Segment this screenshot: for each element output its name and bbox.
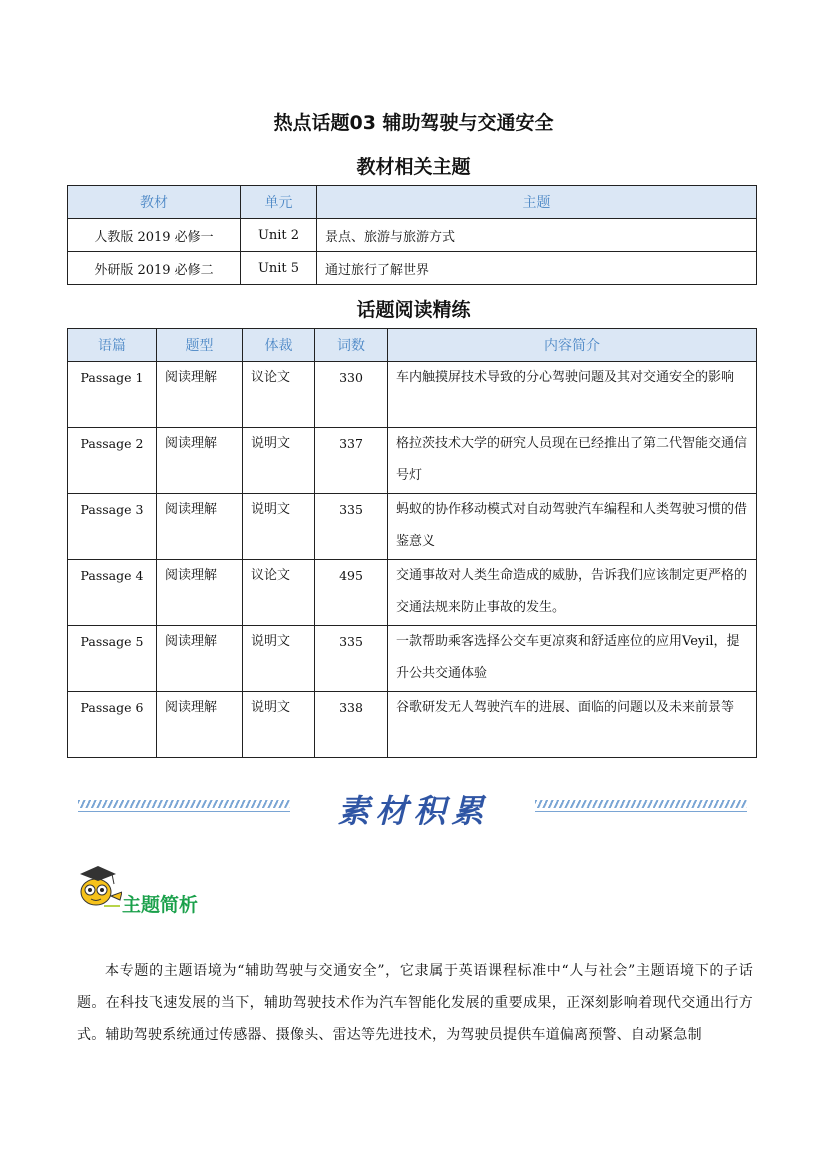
- table-cell: 337: [315, 428, 388, 494]
- reading-section-title: 话题阅读精练: [356, 299, 471, 321]
- section-heading: 主题简析: [122, 894, 199, 916]
- header-cell: 题型: [157, 329, 243, 362]
- table-cell: 外研版 2019 必修二: [68, 252, 241, 285]
- table-cell: 蚂蚁的协作移动模式对自动驾驶汽车编程和人类驾驶习惯的借鉴意义: [388, 494, 757, 560]
- table-cell: Passage 1: [68, 362, 157, 428]
- table-row: [68, 692, 757, 758]
- table-cell: Unit 2: [241, 219, 317, 252]
- topic-analysis-heading: [74, 862, 274, 916]
- table-row: [68, 219, 757, 252]
- table-cell: 阅读理解: [157, 362, 243, 428]
- table-cell: 330: [315, 362, 388, 428]
- table-row: [68, 362, 757, 428]
- table-cell: 阅读理解: [157, 692, 243, 758]
- table-cell: 一款帮助乘客选择公交车更凉爽和舒适座位的应用Veyil，提升公共交通体验: [388, 626, 757, 692]
- table-row: [68, 428, 757, 494]
- table-cell: 景点、旅游与旅游方式: [317, 219, 757, 252]
- table-cell: 495: [315, 560, 388, 626]
- textbook-table: [67, 185, 757, 285]
- textbook-section-title: 教材相关主题: [356, 156, 471, 178]
- table-cell: Passage 3: [68, 494, 157, 560]
- table-cell: Passage 5: [68, 626, 157, 692]
- table-row: [68, 494, 757, 560]
- table-cell: 阅读理解: [157, 428, 243, 494]
- table-cell: 338: [315, 692, 388, 758]
- material-banner: [0, 786, 827, 836]
- table-cell: 议论文: [243, 560, 315, 626]
- table-cell: 说明文: [243, 428, 315, 494]
- table-cell: Unit 5: [241, 252, 317, 285]
- banner-title: 素材积累: [337, 792, 490, 830]
- table-cell: 说明文: [243, 692, 315, 758]
- table-cell: 335: [315, 494, 388, 560]
- table-cell: 车内触摸屏技术导致的分心驾驶问题及其对交通安全的影响: [388, 362, 757, 428]
- table-cell: Passage 4: [68, 560, 157, 626]
- table-cell: 议论文: [243, 362, 315, 428]
- table-cell: Passage 2: [68, 428, 157, 494]
- table-cell: Passage 6: [68, 692, 157, 758]
- header-cell: 词数: [315, 329, 388, 362]
- table-cell: 人教版 2019 必修一: [68, 219, 241, 252]
- table-cell: 交通事故对人类生命造成的威胁，告诉我们应该制定更严格的交通法规来防止事故的发生。: [388, 560, 757, 626]
- header-cell: 单元: [241, 186, 317, 219]
- header-cell: 体裁: [243, 329, 315, 362]
- header-cell: 教材: [68, 186, 241, 219]
- graduate-bee-icon: [74, 862, 122, 910]
- table-cell: 335: [315, 626, 388, 692]
- table-cell: 阅读理解: [157, 560, 243, 626]
- table-header-row: [68, 329, 757, 362]
- header-cell: 语篇: [68, 329, 157, 362]
- page-title: 热点话题03 辅助驾驶与交通安全: [273, 112, 554, 134]
- intro-paragraph: 本专题的主题语境为“辅助驾驶与交通安全”，它隶属于英语课程标准中“人与社会”主题语境下的子话题。在科技飞速发展的当下，辅助驾驶技术作为汽车智能化发展的重要成果，正深刻影响着现代交通出行方式。辅助驾驶系统通过传感器、摄像头、雷达等先进技术，为驾驶员提供车道偏离预警、自动紧急制: [77, 963, 753, 1043]
- table-row: [68, 252, 757, 285]
- table-cell: 阅读理解: [157, 626, 243, 692]
- table-row: [68, 626, 757, 692]
- table-cell: 阅读理解: [157, 494, 243, 560]
- table-cell: 格拉茨技术大学的研究人员现在已经推出了第二代智能交通信号灯: [388, 428, 757, 494]
- table-cell: 说明文: [243, 494, 315, 560]
- table-cell: 谷歌研发无人驾驶汽车的进展、面临的问题以及未来前景等: [388, 692, 757, 758]
- banner-stripe-right: [535, 800, 747, 808]
- table-cell: 说明文: [243, 626, 315, 692]
- table-header-row: [68, 186, 757, 219]
- header-cell: 主题: [317, 186, 757, 219]
- table-cell: 通过旅行了解世界: [317, 252, 757, 285]
- passage-table: [67, 328, 757, 758]
- header-cell: 内容简介: [388, 329, 757, 362]
- table-row: [68, 560, 757, 626]
